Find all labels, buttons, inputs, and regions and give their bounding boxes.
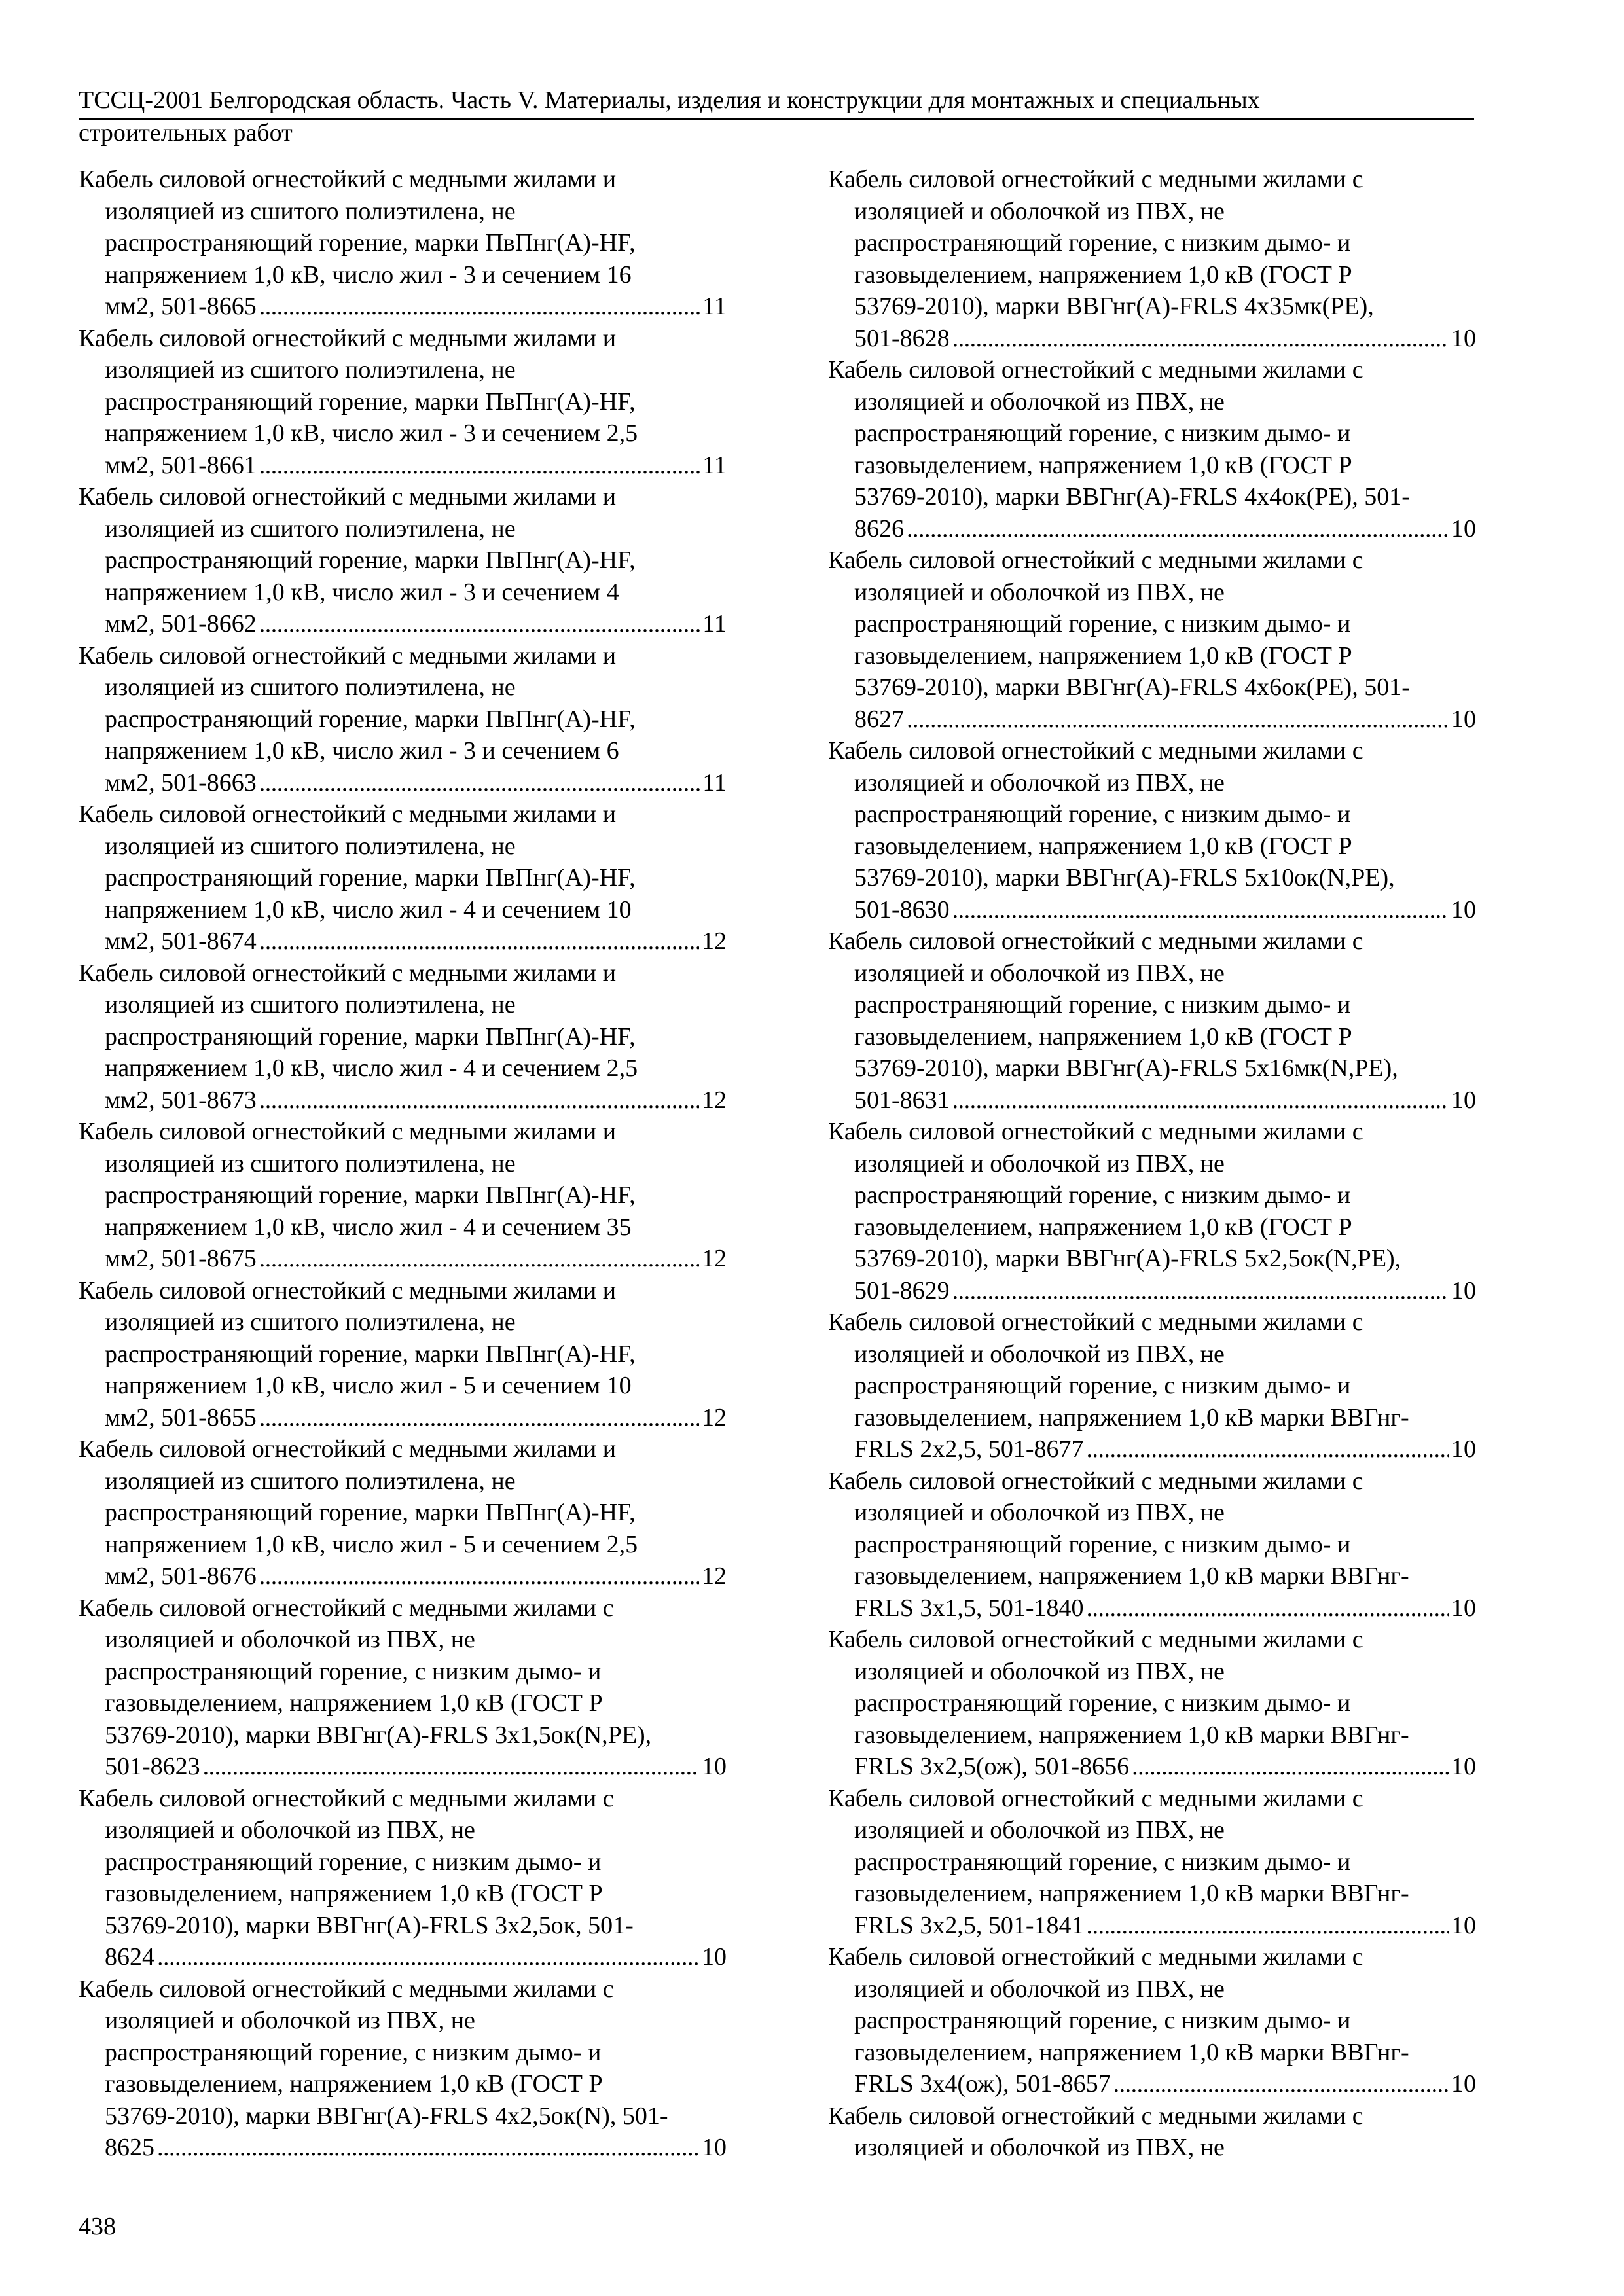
entry-code: FRLS 3х4(ож), 501-8657 xyxy=(854,2070,1111,2098)
entry-code-row xyxy=(105,1243,727,1275)
entry-code: мм2, 501-8676 xyxy=(105,1562,257,1590)
dot-leader xyxy=(259,291,700,323)
entry-line: распространяющий горение, марки ПвПнг(A)-HF, xyxy=(105,229,636,257)
index-entry[interactable] xyxy=(828,2100,1476,2164)
entry-line: напряжением 1,0 кВ, число жил - 3 и сечением 4 xyxy=(105,578,619,606)
entry-line: изоляцией из сшитого полиэтилена, не xyxy=(105,197,516,225)
entry-page-number: 10 xyxy=(1451,1911,1476,1939)
entry-page-number: 11 xyxy=(702,610,727,637)
entry-page-number: 11 xyxy=(702,768,727,797)
entry-line: изоляцией и оболочкой из ПВХ, не xyxy=(854,768,1225,797)
entry-line: распространяющий горение, с низким дымо- и xyxy=(854,229,1351,257)
dot-leader xyxy=(259,1243,699,1275)
entry-code-row xyxy=(854,2068,1476,2100)
entry-line: распространяющий горение, с низким дымо- и xyxy=(854,1530,1351,1558)
entry-line: газовыделением, напряжением 1,0 кВ (ГОСТ Р xyxy=(105,1689,603,1717)
entry-line: Кабель силовой огнестойкий с медными жилами и xyxy=(79,959,617,987)
entry-line: напряжением 1,0 кВ, число жил - 5 и сечением 2,5 xyxy=(105,1530,638,1558)
entry-page-number: 10 xyxy=(1451,2070,1476,2098)
entry-line: газовыделением, напряжением 1,0 кВ (ГОСТ Р xyxy=(854,641,1352,670)
entry-line: напряжением 1,0 кВ, число жил - 4 и сечением 10 xyxy=(105,895,632,924)
entry-code: 501-8630 xyxy=(854,895,950,924)
entry-line: изоляцией и оболочкой из ПВХ, не xyxy=(854,959,1225,987)
entry-page-number: 10 xyxy=(1451,1276,1476,1304)
entry-line: изоляцией из сшитого полиэтилена, не xyxy=(105,673,516,701)
entry-code-row xyxy=(105,450,727,482)
entry-line: изоляцией и оболочкой из ПВХ, не xyxy=(854,197,1225,225)
entry-line: 53769-2010), марки ВВГнг(A)-FRLS 4х35мк(PE), xyxy=(854,293,1374,320)
entry-code: мм2, 501-8662 xyxy=(105,610,257,637)
entry-line: напряжением 1,0 кВ, число жил - 3 и сечением 2,5 xyxy=(105,420,638,447)
entry-line: Кабель силовой огнестойкий с медными жилами и xyxy=(79,1435,617,1463)
dot-leader xyxy=(952,323,1449,355)
entry-code-row xyxy=(854,1275,1476,1307)
entry-code-row xyxy=(854,1592,1476,1624)
entry-line: Кабель силовой огнестойкий с медными жилами с xyxy=(828,547,1363,574)
entry-line: Кабель силовой огнестойкий с медными жилами и xyxy=(79,1276,617,1304)
entry-code-row xyxy=(854,1433,1476,1465)
entry-line: 53769-2010), марки ВВГнг(A)-FRLS 5х10ок(N,PE), xyxy=(854,864,1395,891)
entry-line: изоляцией из сшитого полиэтилена, не xyxy=(105,1308,516,1336)
entry-line: газовыделением, напряжением 1,0 кВ (ГОСТ Р xyxy=(854,1213,1352,1241)
entry-page-number: 12 xyxy=(702,1086,727,1114)
entry-code: FRLS 3х1,5, 501-1840 xyxy=(854,1594,1084,1622)
entry-line: Кабель силовой огнестойкий с медными жилами и xyxy=(79,800,617,828)
entry-code: мм2, 501-8665 xyxy=(105,293,257,320)
entry-code: 8624 xyxy=(105,1943,154,1971)
index-entry[interactable] xyxy=(828,164,1476,354)
entry-line: изоляцией из сшитого полиэтилена, не xyxy=(105,832,516,860)
entry-page-number: 10 xyxy=(702,2134,727,2161)
entry-line: распространяющий горение, марки ПвПнг(A)-HF, xyxy=(105,387,636,416)
entry-code-row xyxy=(105,2132,727,2164)
entry-line: газовыделением, напряжением 1,0 кВ (ГОСТ Р xyxy=(854,260,1352,289)
entry-line: изоляцией и оболочкой из ПВХ, не xyxy=(854,1340,1225,1368)
entry-line: распространяющий горение, с низким дымо- и xyxy=(854,991,1351,1018)
entry-line: газовыделением, напряжением 1,0 кВ марки ВВГнг- xyxy=(854,2038,1409,2066)
dot-leader xyxy=(259,767,700,799)
entry-line: 53769-2010), марки ВВГнг(A)-FRLS 4х2,5ок(N), 501- xyxy=(105,2102,668,2130)
entry-page-number: 10 xyxy=(1451,1753,1476,1780)
entry-code-row xyxy=(854,704,1476,736)
entry-page-number: 12 xyxy=(702,1562,727,1590)
entry-code-row xyxy=(854,323,1476,355)
dot-leader xyxy=(259,925,699,958)
index-entry[interactable] xyxy=(79,958,727,1117)
entry-line: газовыделением, напряжением 1,0 кВ марки ВВГнг- xyxy=(854,1403,1409,1431)
dot-leader xyxy=(952,1275,1449,1307)
index-column-left xyxy=(79,164,727,2164)
entry-page-number: 10 xyxy=(1451,514,1476,543)
entry-line: газовыделением, напряжением 1,0 кВ (ГОСТ Р xyxy=(854,832,1352,860)
entry-line: газовыделением, напряжением 1,0 кВ (ГОСТ Р xyxy=(854,451,1352,479)
dot-leader xyxy=(259,450,700,482)
entry-line: 53769-2010), марки ВВГнг(A)-FRLS 4х4ок(PE), 501- xyxy=(854,483,1410,511)
entry-line: газовыделением, напряжением 1,0 кВ (ГОСТ Р xyxy=(854,1022,1352,1050)
entry-code: 8626 xyxy=(854,514,904,543)
dot-leader xyxy=(1086,1433,1449,1465)
entry-line: 53769-2010), марки ВВГнг(A)-FRLS 3х2,5ок, 501- xyxy=(105,1911,634,1939)
entry-page-number: 12 xyxy=(702,927,727,955)
entry-page-number: 12 xyxy=(702,1245,727,1272)
entry-page-number: 10 xyxy=(1451,1086,1476,1114)
entry-line: Кабель силовой огнестойкий с медными жилами с xyxy=(828,1308,1363,1336)
entry-line: Кабель силовой огнестойкий с медными жилами и xyxy=(79,324,617,352)
entry-line: газовыделением, напряжением 1,0 кВ марки ВВГнг- xyxy=(854,1880,1409,1907)
entry-line: Кабель силовой огнестойкий с медными жилами с xyxy=(828,1626,1363,1653)
entry-line: распространяющий горение, марки ПвПнг(A)-HF, xyxy=(105,1022,636,1050)
entry-line: газовыделением, напряжением 1,0 кВ (ГОСТ Р xyxy=(105,2070,603,2098)
entry-code-row xyxy=(105,1941,727,1973)
entry-code-row xyxy=(105,291,727,323)
entry-page-number: 10 xyxy=(1451,895,1476,924)
entry-line: Кабель силовой огнестойкий с медными жилами с xyxy=(828,927,1363,955)
entry-line: Кабель силовой огнестойкий с медными жилами с xyxy=(828,2102,1363,2130)
entry-line: распространяющий горение, марки ПвПнг(A)-HF, xyxy=(105,1499,636,1526)
entry-code: мм2, 501-8675 xyxy=(105,1245,257,1272)
entry-code: мм2, 501-8663 xyxy=(105,768,257,797)
dot-leader xyxy=(952,1085,1449,1117)
entry-line: Кабель силовой огнестойкий с медными жилами с xyxy=(828,1784,1363,1812)
entry-code: 501-8628 xyxy=(854,324,950,352)
entry-line: изоляцией и оболочкой из ПВХ, не xyxy=(854,1816,1225,1844)
index-entry[interactable] xyxy=(79,323,727,482)
entry-page-number: 10 xyxy=(702,1753,727,1780)
index-entry[interactable] xyxy=(79,640,727,799)
entry-line: изоляцией и оболочкой из ПВХ, не xyxy=(105,2007,475,2034)
entry-line: 53769-2010), марки ВВГнг(A)-FRLS 4х6ок(PE), 501- xyxy=(854,673,1410,701)
entry-page-number: 10 xyxy=(702,1943,727,1971)
entry-page-number: 12 xyxy=(702,1403,727,1431)
page-number: 438 xyxy=(79,2213,116,2240)
dot-leader xyxy=(259,1560,699,1592)
entry-line: распространяющий горение, с низким дымо- и xyxy=(854,610,1351,637)
dot-leader xyxy=(1086,1910,1449,1942)
index-entry[interactable] xyxy=(828,1624,1476,1783)
entry-code-row xyxy=(105,608,727,640)
entry-line: Кабель силовой огнестойкий с медными жилами с xyxy=(828,1118,1363,1145)
entry-line: напряжением 1,0 кВ, число жил - 3 и сечением 6 xyxy=(105,737,619,764)
entry-line: изоляцией из сшитого полиэтилена, не xyxy=(105,1467,516,1495)
entry-code-row xyxy=(105,767,727,799)
entry-code-row xyxy=(105,1402,727,1434)
entry-line: Кабель силовой огнестойкий с медными жилами и xyxy=(79,1118,617,1145)
dot-leader xyxy=(907,513,1449,545)
index-entry[interactable] xyxy=(79,481,727,640)
entry-line: распространяющий горение, с низким дымо- и xyxy=(854,1181,1351,1209)
entry-code-row xyxy=(105,925,727,958)
entry-line: изоляцией и оболочкой из ПВХ, не xyxy=(854,1499,1225,1526)
entry-page-number: 11 xyxy=(702,451,727,479)
entry-line: 53769-2010), марки ВВГнг(A)-FRLS 5х2,5ок(N,PE), xyxy=(854,1245,1401,1272)
dot-leader xyxy=(952,894,1449,926)
entry-line: распространяющий горение, с низким дымо- и xyxy=(854,1848,1351,1876)
index-entry[interactable] xyxy=(828,1306,1476,1465)
entry-line: изоляцией из сшитого полиэтилена, не xyxy=(105,356,516,384)
entry-line: распространяющий горение, с низким дымо- и xyxy=(854,1372,1351,1399)
entry-line: изоляцией из сшитого полиэтилена, не xyxy=(105,991,516,1018)
index-entry[interactable] xyxy=(828,1941,1476,2100)
dot-leader xyxy=(1113,2068,1449,2100)
entry-line: распространяющий горение, марки ПвПнг(A)-HF, xyxy=(105,864,636,891)
index-entry[interactable] xyxy=(828,735,1476,925)
header-line-2: строительных работ xyxy=(79,119,293,147)
index-entry[interactable] xyxy=(79,1116,727,1275)
entry-line: распространяющий горение, с низким дымо- и xyxy=(854,800,1351,828)
entry-line: изоляцией и оболочкой из ПВХ, не xyxy=(854,387,1225,416)
entry-line: распространяющий горение, с низким дымо- и xyxy=(854,420,1351,447)
entry-line: Кабель силовой огнестойкий с медными жилами с xyxy=(79,1975,614,2003)
entry-line: Кабель силовой огнестойкий с медными жилами с xyxy=(828,1467,1363,1495)
entry-line: изоляцией и оболочкой из ПВХ, не xyxy=(854,2134,1225,2161)
index-entry[interactable] xyxy=(79,1973,727,2164)
entry-line: Кабель силовой огнестойкий с медными жилами с xyxy=(828,1943,1363,1971)
entry-code: 501-8623 xyxy=(105,1753,200,1780)
index-entry[interactable] xyxy=(79,798,727,958)
index-entry[interactable] xyxy=(828,1116,1476,1306)
entry-page-number: 10 xyxy=(1451,1435,1476,1463)
entry-code: мм2, 501-8673 xyxy=(105,1086,257,1114)
entry-line: 53769-2010), марки ВВГнг(A)-FRLS 5х16мк(N,PE), xyxy=(854,1054,1398,1082)
entry-code-row xyxy=(105,1751,727,1783)
entry-page-number: 10 xyxy=(1451,705,1476,733)
entry-code: 8625 xyxy=(105,2134,154,2161)
entry-code: 501-8629 xyxy=(854,1276,950,1304)
entry-code: мм2, 501-8674 xyxy=(105,927,257,955)
entry-line: Кабель силовой огнестойкий с медными жилами с xyxy=(79,1594,614,1622)
dot-leader xyxy=(157,1941,699,1973)
entry-line: распространяющий горение, марки ПвПнг(A)-HF, xyxy=(105,705,636,733)
dot-leader xyxy=(259,1402,699,1434)
entry-code: мм2, 501-8655 xyxy=(105,1403,257,1431)
index-column-right xyxy=(828,164,1476,2164)
entry-code-row xyxy=(854,1751,1476,1783)
entry-line: Кабель силовой огнестойкий с медными жилами с xyxy=(79,1784,614,1812)
entry-page-number: 10 xyxy=(1451,1594,1476,1622)
entry-code-row xyxy=(854,894,1476,926)
entry-code-row xyxy=(105,1085,727,1117)
dot-leader xyxy=(259,1085,699,1117)
entry-line: распространяющий горение, марки ПвПнг(A)-HF, xyxy=(105,547,636,574)
index-entry[interactable] xyxy=(828,354,1476,545)
entry-line: напряжением 1,0 кВ, число жил - 4 и сечением 2,5 xyxy=(105,1054,638,1082)
entry-line: изоляцией и оболочкой из ПВХ, не xyxy=(854,1975,1225,2003)
entry-code: 8627 xyxy=(854,705,904,733)
entry-line: распространяющий горение, марки ПвПнг(A)-HF, xyxy=(105,1340,636,1368)
entry-line: Кабель силовой огнестойкий с медными жилами с xyxy=(828,737,1363,764)
entry-line: Кабель силовой огнестойкий с медными жилами с xyxy=(828,166,1363,193)
entry-line: изоляцией и оболочкой из ПВХ, не xyxy=(854,1149,1225,1177)
index-entry[interactable] xyxy=(79,1592,727,1783)
entry-code: мм2, 501-8661 xyxy=(105,451,257,479)
entry-line: Кабель силовой огнестойкий с медными жилами с xyxy=(828,356,1363,384)
entry-line: газовыделением, напряжением 1,0 кВ (ГОСТ Р xyxy=(105,1880,603,1907)
entry-code: FRLS 2х2,5, 501-8677 xyxy=(854,1435,1084,1463)
entry-line: изоляцией из сшитого полиэтилена, не xyxy=(105,1149,516,1177)
page-header xyxy=(79,84,1474,149)
entry-page-number: 10 xyxy=(1451,324,1476,352)
entry-line: распространяющий горение, с низким дымо- и xyxy=(105,2038,602,2066)
header-line-1: ТССЦ-2001 Белгородская область. Часть V. Материалы, изделия и конструкции для монтажных и специальных xyxy=(79,86,1260,114)
entry-code: FRLS 3х2,5, 501-1841 xyxy=(854,1911,1084,1939)
entry-code-row xyxy=(854,513,1476,545)
dot-leader xyxy=(259,608,700,640)
entry-code: FRLS 3х2,5(ож), 501-8656 xyxy=(854,1753,1130,1780)
entry-line: Кабель силовой огнестойкий с медными жилами и xyxy=(79,641,617,670)
dot-leader xyxy=(203,1751,699,1783)
index-entry[interactable] xyxy=(828,1465,1476,1624)
header-rule xyxy=(79,118,1474,120)
entry-line: напряжением 1,0 кВ, число жил - 3 и сечением 16 xyxy=(105,260,632,289)
entry-line: распространяющий горение, марки ПвПнг(A)-HF, xyxy=(105,1181,636,1209)
index-entry[interactable] xyxy=(828,925,1476,1116)
index-entry[interactable] xyxy=(79,164,727,323)
entry-line: изоляцией и оболочкой из ПВХ, не xyxy=(105,1816,475,1844)
entry-line: 53769-2010), марки ВВГнг(A)-FRLS 3х1,5ок(N,PE), xyxy=(105,1721,652,1749)
dot-leader xyxy=(1086,1592,1449,1624)
entry-line: газовыделением, напряжением 1,0 кВ марки ВВГнг- xyxy=(854,1562,1409,1590)
entry-line: напряжением 1,0 кВ, число жил - 5 и сечением 10 xyxy=(105,1372,632,1399)
dot-leader xyxy=(907,704,1449,736)
entry-line: газовыделением, напряжением 1,0 кВ марки ВВГнг- xyxy=(854,1721,1409,1749)
entry-line: изоляцией и оболочкой из ПВХ, не xyxy=(105,1626,475,1653)
index-entry[interactable] xyxy=(79,1275,727,1434)
entry-line: напряжением 1,0 кВ, число жил - 4 и сечением 35 xyxy=(105,1213,632,1241)
index-entry[interactable] xyxy=(79,1433,727,1592)
entry-code-row xyxy=(854,1085,1476,1117)
entry-line: распространяющий горение, с низким дымо- и xyxy=(854,1689,1351,1717)
entry-line: Кабель силовой огнестойкий с медными жилами и xyxy=(79,483,617,511)
entry-line: изоляцией из сшитого полиэтилена, не xyxy=(105,514,516,543)
entry-line: распространяющий горение, с низким дымо- и xyxy=(105,1848,602,1876)
entry-line: распространяющий горение, с низким дымо- и xyxy=(854,2007,1351,2034)
entry-line: Кабель силовой огнестойкий с медными жилами и xyxy=(79,166,617,193)
entry-line: распространяющий горение, с низким дымо- и xyxy=(105,1657,602,1685)
entry-page-number: 11 xyxy=(702,293,727,320)
entry-line: изоляцией и оболочкой из ПВХ, не xyxy=(854,1657,1225,1685)
index-entry[interactable] xyxy=(79,1783,727,1973)
entry-code: 501-8631 xyxy=(854,1086,950,1114)
entry-line: изоляцией и оболочкой из ПВХ, не xyxy=(854,578,1225,606)
dot-leader xyxy=(157,2132,699,2164)
entry-code-row xyxy=(105,1560,727,1592)
index-entry[interactable] xyxy=(828,545,1476,735)
entry-code-row xyxy=(854,1910,1476,1942)
dot-leader xyxy=(1132,1751,1449,1783)
index-entry[interactable] xyxy=(828,1783,1476,1942)
